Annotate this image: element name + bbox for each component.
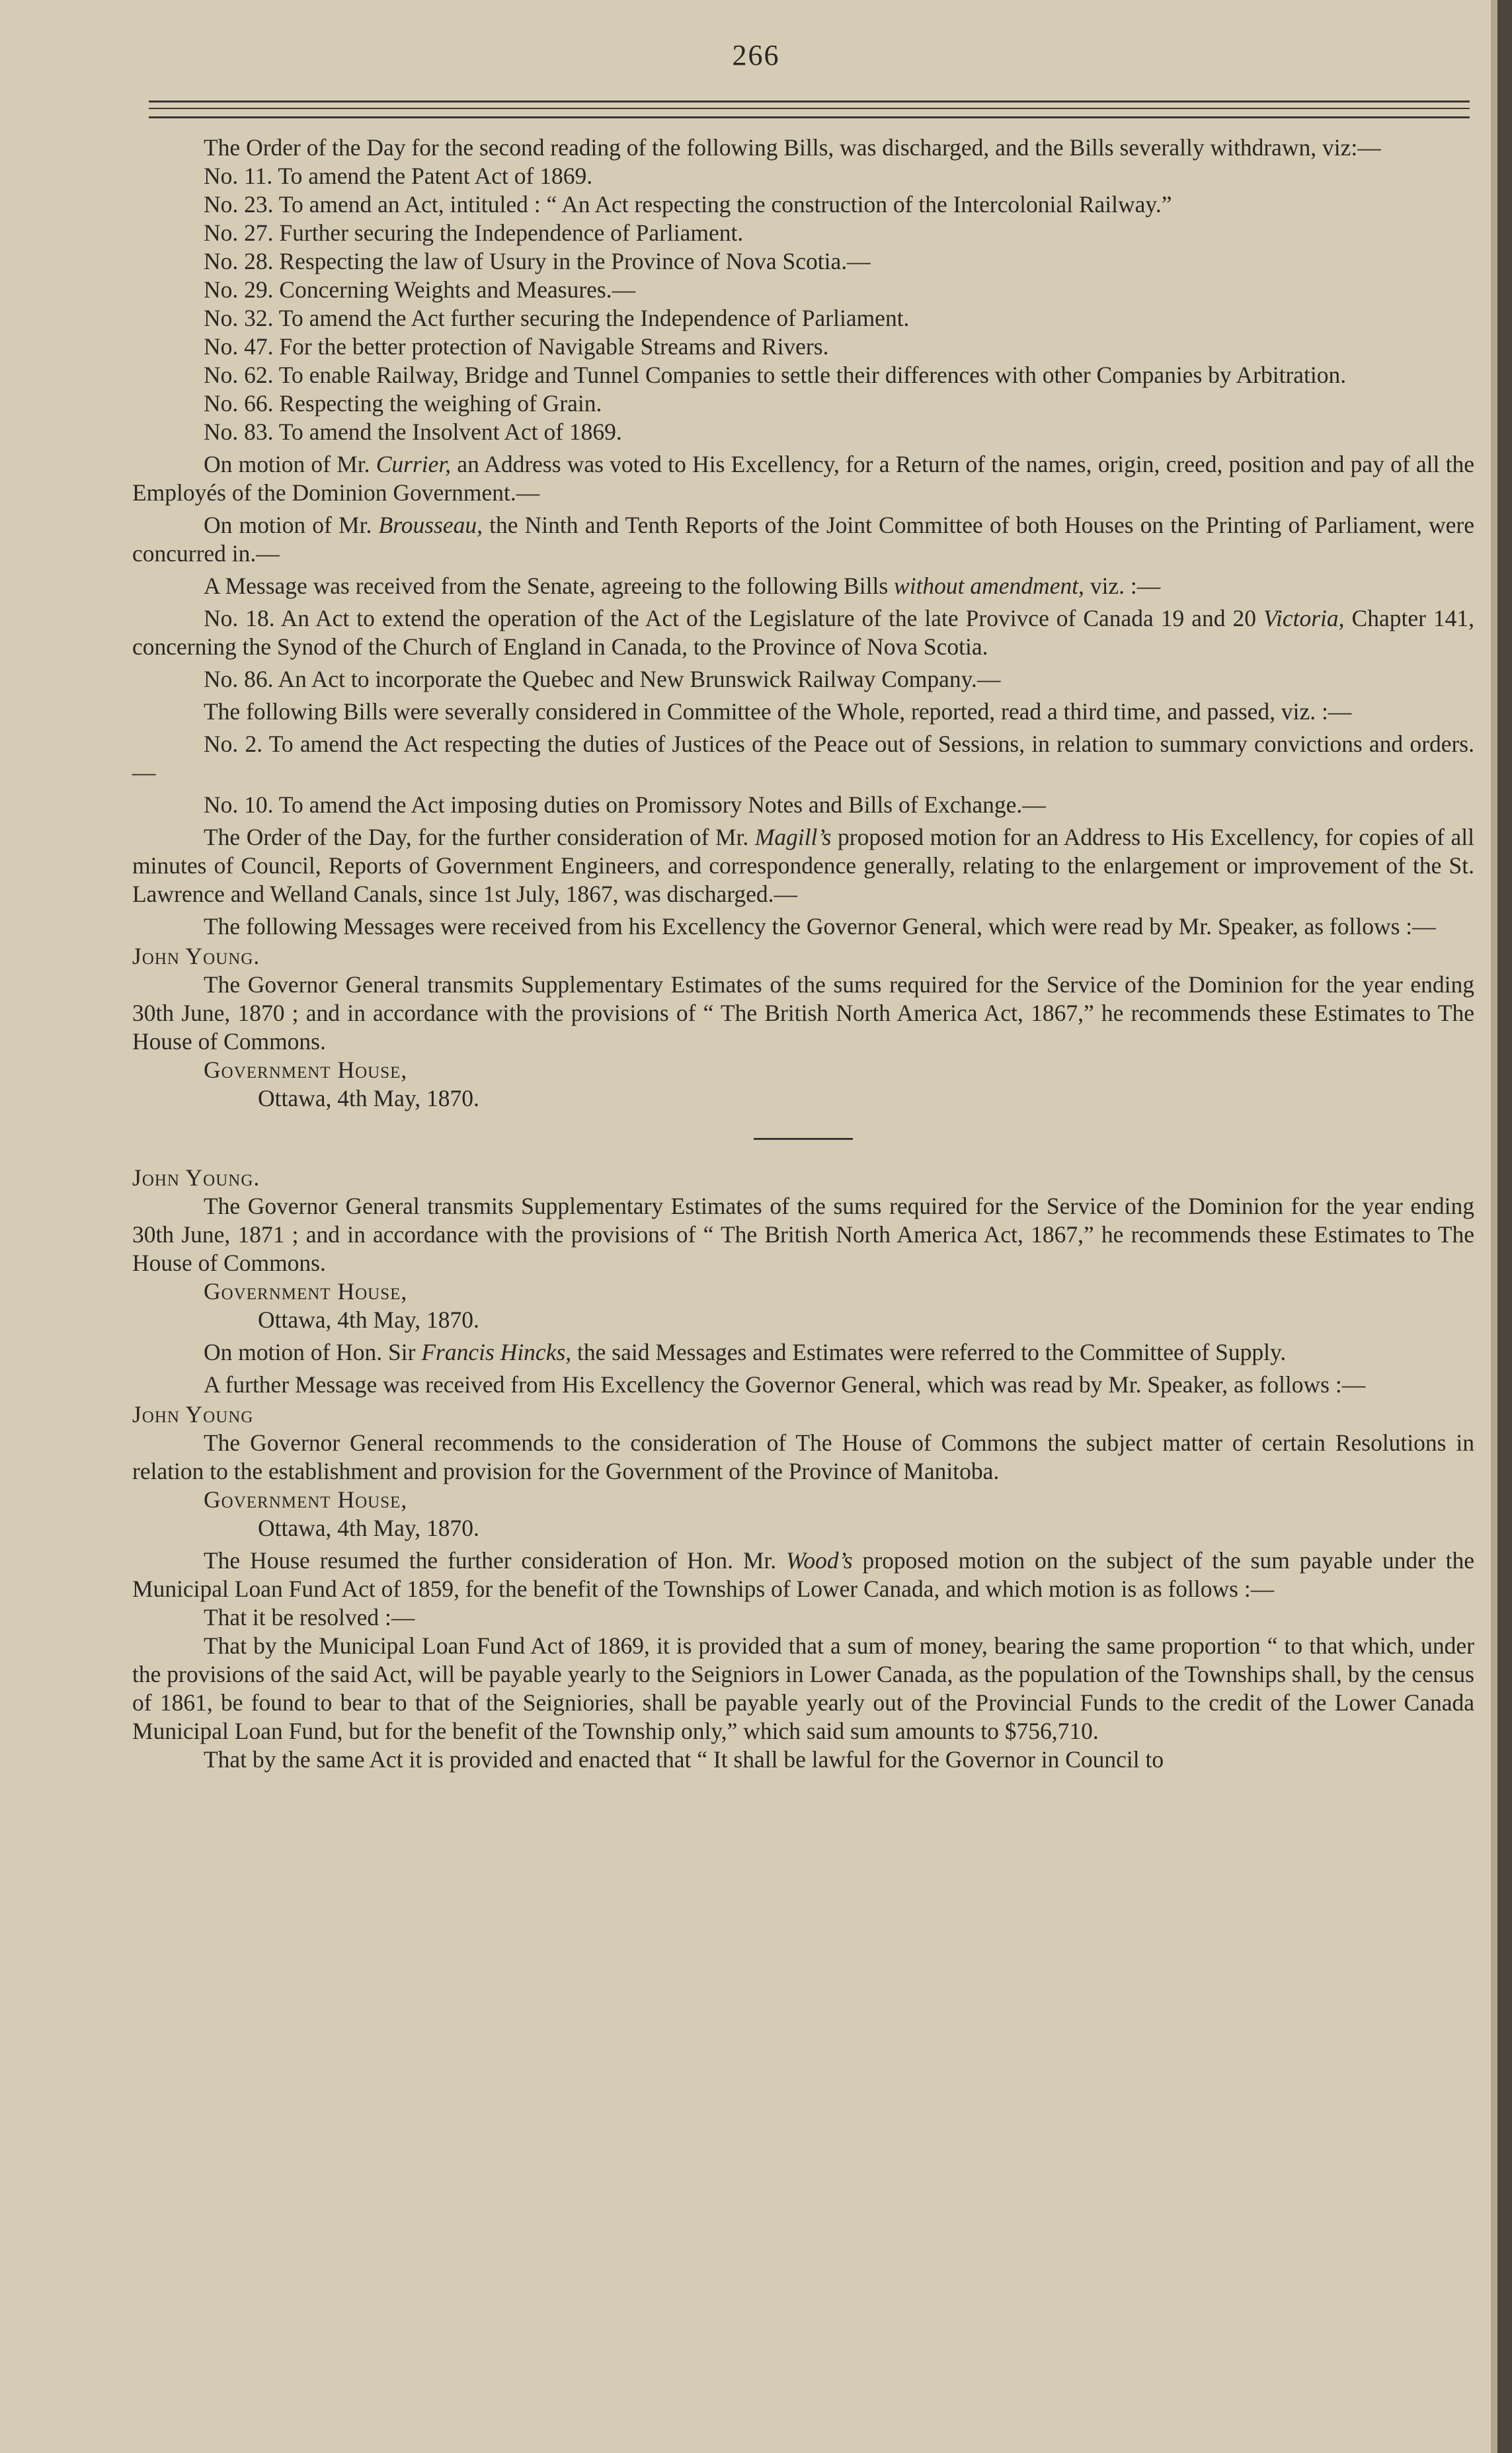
bill-item: No. 62. To enable Railway, Bridge and Tunnel Companies to settle their differences with other Companies by Arbitration. xyxy=(204,362,1347,388)
signature: John Young. xyxy=(132,1164,260,1191)
paragraph-withdrawn-intro: The Order of the Day for the second reading of the following Bills, was discharged, and the Bills severally withdrawn, viz:— xyxy=(204,134,1381,161)
binding-edge xyxy=(1497,0,1512,2453)
paragraph-senate-message: A Message was received from the Senate, agreeing to the following Bills without amendment, viz. :— xyxy=(204,573,1161,599)
bill-item: No. 29. Concerning Weights and Measures.— xyxy=(204,276,636,303)
bill-item: No. 27. Further securing the Independence of Parliament. xyxy=(204,220,744,246)
message-manitoba: The Governor General recommends to the consideration of The House of Commons the subject matter of certain Resolutions in relation to the establishment and provision for the Government of the Province of Manitoba. xyxy=(132,1429,1474,1484)
bill-item: No. 32. To amend the Act further securing the Independence of Parliament. xyxy=(204,305,910,331)
paragraph-bill-86: No. 86. An Act to incorporate the Quebec and New Brunswick Railway Company.— xyxy=(204,666,1001,692)
bill-item: No. 11. To amend the Patent Act of 1869. xyxy=(204,163,593,189)
paragraph-hincks-motion: On motion of Hon. Sir Francis Hincks, the said Messages and Estimates were referred to the Committee of Supply. xyxy=(204,1339,1287,1365)
header-rule xyxy=(149,101,1470,102)
journal-text xyxy=(132,130,1474,1774)
page-shadow xyxy=(1491,0,1497,2453)
paragraph-bill-2: No. 2. To amend the Act respecting the duties of Justices of the Peace out of Sessions, in relation to summary convictions and orders.— xyxy=(132,731,1474,785)
paragraph-resolved: That it be resolved :— xyxy=(204,1604,415,1630)
bill-item: No. 23. To amend an Act, intituled : “ An Act respecting the construction of the Intercolonial Railway.” xyxy=(204,191,1172,218)
paragraph-resolution-2: That by the same Act it is provided and enacted that “ It shall be lawful for the Governor in Council to xyxy=(204,1746,1164,1773)
bill-item: No. 83. To amend the Insolvent Act of 1869. xyxy=(204,419,622,445)
message-estimates-1870: The Governor General transmits Supplementary Estimates of the sums required for the Service of the Dominion for the year ending 30th June, 1870 ; and in accordance with the provisions of “ The British North America Act, 1867,” he recommends these Estimates to The House of Commons. xyxy=(132,971,1474,1055)
paragraph-messages-intro: The following Messages were received from his Excellency the Governor General, which were read by Mr. Speaker, as follows :— xyxy=(204,913,1436,940)
header-rule xyxy=(149,108,1470,109)
paragraph-further-message: A further Message was received from His Excellency the Governor General, which was read by Mr. Speaker, as follows :— xyxy=(204,1371,1366,1398)
message-date: Ottawa, 4th May, 1870. xyxy=(258,1307,479,1333)
page-number: 266 xyxy=(732,39,780,71)
message-estimates-1871: The Governor General transmits Supplementary Estimates of the sums required for the Service of the Dominion for the year ending 30th June, 1871 ; and in accordance with the provisions of “ The British North America Act, 1867,” he recommends these Estimates to The House of Commons. xyxy=(132,1193,1474,1276)
message-date: Ottawa, 4th May, 1870. xyxy=(258,1515,479,1541)
government-house: Government House, xyxy=(204,1057,408,1083)
paragraph-magill-motion: The Order of the Day, for the further consideration of Mr. Magill’s proposed motion for an Address to His Excellency, for copies of all minutes of Council, Reports of Government Engineers, and correspondence generally, relating to the enlargement or improvement of the St. Lawrence and Welland Canals, since 1st July, 1867, was discharged.— xyxy=(132,824,1474,907)
header-rule xyxy=(149,116,1470,118)
paragraph-committee-intro: The following Bills were severally considered in Committee of the Whole, reported, read a third time, and passed, viz. :— xyxy=(204,698,1352,725)
government-house: Government House, xyxy=(204,1486,408,1513)
paragraph-bill-18: No. 18. An Act to extend the operation of the Act of the Legislature of the late Provivce of Canada 19 and 20 Victoria, Chapter 141, concerning the Synod of the Church of England in Canada, to the Province of Nova Scotia. xyxy=(132,605,1474,660)
paragraph-currier-motion: On motion of Mr. Currier, an Address was voted to His Excellency, for a Return of the names, origin, creed, position and pay of all the Employés of the Dominion Government.— xyxy=(132,451,1474,506)
message-date: Ottawa, 4th May, 1870. xyxy=(258,1085,479,1111)
signature: John Young. xyxy=(132,943,260,969)
paragraph-brousseau-motion: On motion of Mr. Brousseau, the Ninth and Tenth Reports of the Joint Committee of both Houses on the Printing of Parliament, were concurred in.— xyxy=(132,512,1474,567)
signature: John Young xyxy=(132,1401,254,1428)
bill-item: No. 66. Respecting the weighing of Grain. xyxy=(204,390,602,417)
paragraph-bill-10: No. 10. To amend the Act imposing duties on Promissory Notes and Bills of Exchange.— xyxy=(204,791,1046,818)
bill-item: No. 47. For the better protection of Navigable Streams and Rivers. xyxy=(204,333,829,360)
bill-item: No. 28. Respecting the law of Usury in the Province of Nova Scotia.— xyxy=(204,248,871,274)
section-divider xyxy=(754,1138,853,1140)
government-house: Government House, xyxy=(204,1278,408,1305)
paragraph-resolution-1: That by the Municipal Loan Fund Act of 1869, it is provided that a sum of money, bearing the same proportion “ to that which, under the provisions of the said Act, will be payable yearly to the Seigniors in Lower Canada, as the population of the Townships shall, by the census of 1861, be found to bear to that of the Seigniories, shall be payable yearly out of the Provincial Funds to the credit of the Lower Canada Municipal Loan Fund, but for the benefit of the Township only,” which said sum amounts to $756,710. xyxy=(132,1632,1474,1744)
paragraph-wood-motion: The House resumed the further consideration of Hon. Mr. Wood’s proposed motion on the subject of the sum payable under the Municipal Loan Fund Act of 1859, for the benefit of the Townships of Lower Canada, and which motion is as follows :— xyxy=(132,1547,1474,1602)
